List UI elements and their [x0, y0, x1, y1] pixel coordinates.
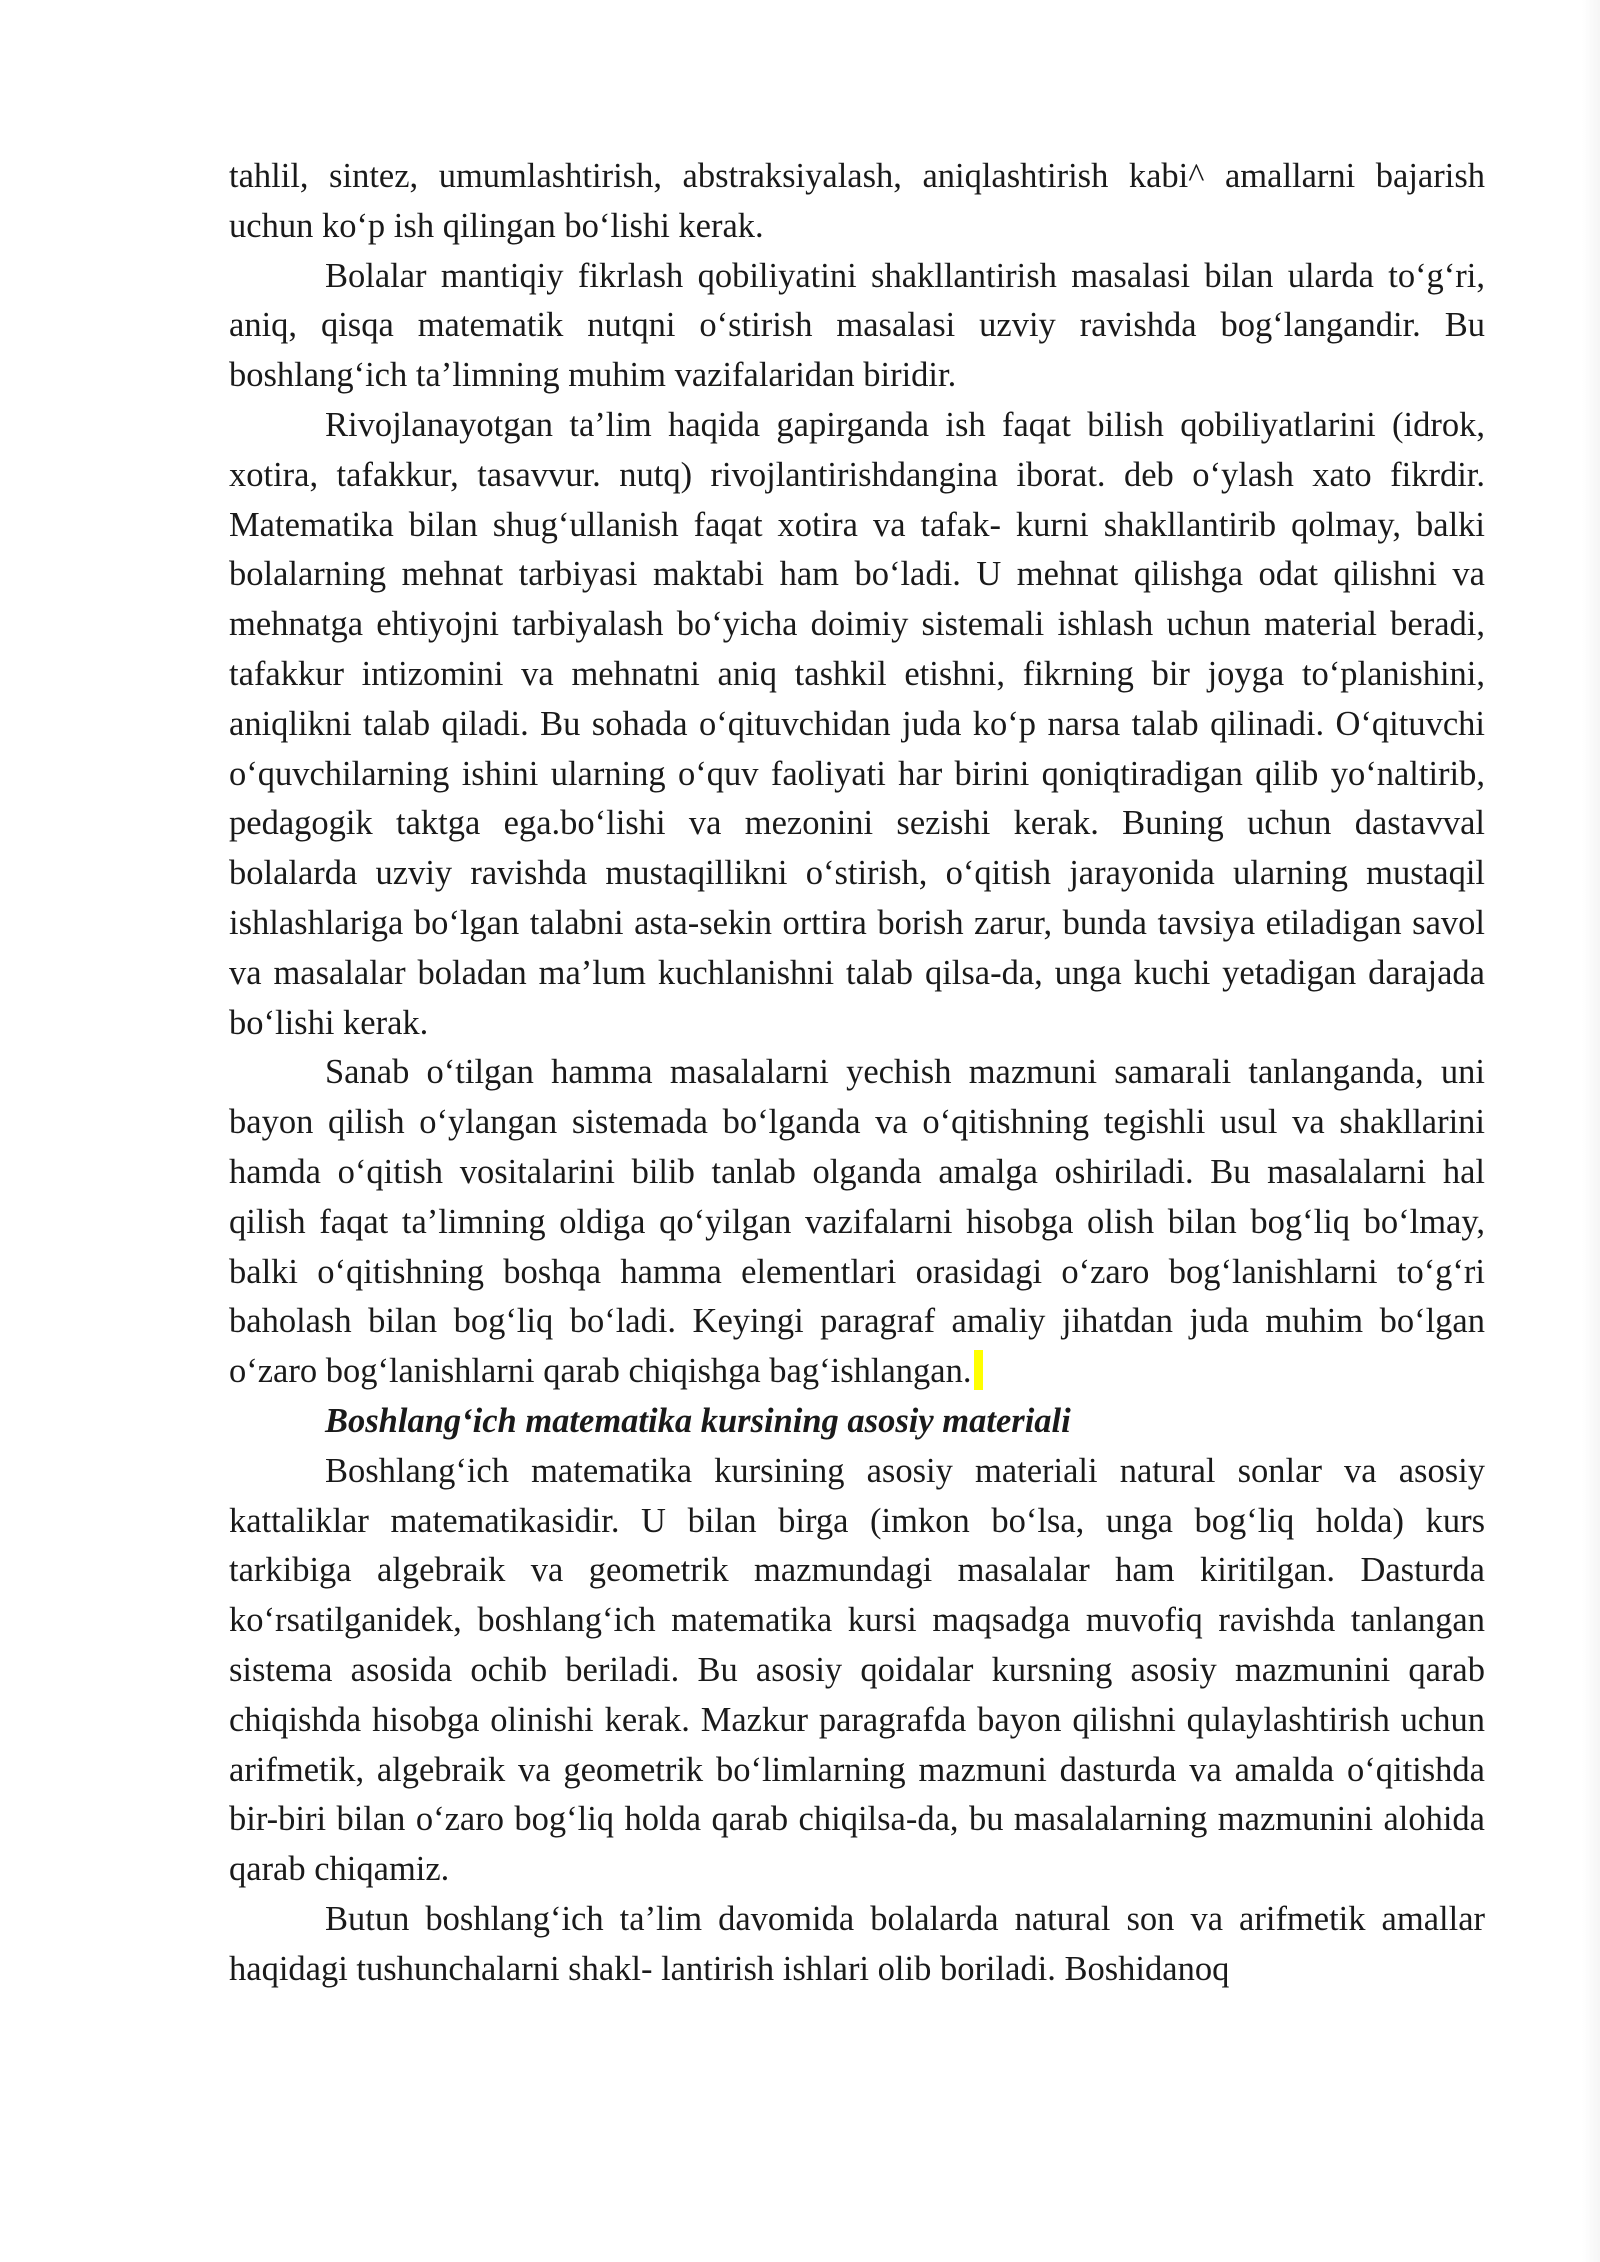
- text-highlight-mark: [974, 1350, 983, 1390]
- paragraph-sanab-otilgan-text: Sanab o‘tilgan hamma masalalarni yechish mazmuni samarali tanlanganda, uni bayon qilish o‘ylangan sistemada bo‘lganda va o‘qitishning tegishli usul va shakllarini hamda o‘qitish vositalarini bilib tanlab olganda amalga oshiriladi. Bu masalalarni hal qilish faqat ta’limning oldiga qo‘yilgan vazifalarni hisobga olish bilan bog‘liq bo‘lmay, balki o‘qitishning boshqa hamma elementlari orasidagi o‘zaro bog‘lanishlarni to‘g‘ri baholash bilan bog‘liq bo‘ladi. Keyingi paragraf amaliy jihatdan juda muhim bo‘lgan o‘zaro bog‘lanishlarni qarab chiqishga bag‘ishlangan.: [229, 1053, 1485, 1391]
- section-heading: Boshlang‘ich matematika kursining asosiy materiali: [325, 1401, 1071, 1440]
- paragraph-mantiqiy-fikrlash: Bolalar mantiqiy fikrlash qobiliyatini shakllantirish masalasi bilan ularda to‘g‘ri, aniq, qisqa matematik nutqni o‘stirish masalasi uzviy ravishda bog‘langandir. Bu boshlang‘ich ta’limning muhim vazifalaridan biridir.: [229, 256, 1485, 395]
- paragraph-rivojlanayotgan-talim: Rivojlanayotgan ta’lim haqida gapirganda ish faqat bilish qobiliyatlarini (idrok, xotira, tafakkur, tasavvur. nutq) rivojlantirishdangina iborat. deb o‘ylash xato fikrdir. Matematika bilan shug‘ullanish faqat xotira va tafak- kurni shakllantirib qolmay, balki bolalarning mehnat tarbiyasi maktabi ham bo‘ladi. U mehnat qilishga odat qilishni va mehnatga ehtiyojni tarbiyalash bo‘yicha doimiy sistemali ishlash uchun material beradi, tafakkur intizomini va mehnatni aniq tashkil etishni, fikrning bir joyga to‘planishini, aniqlikni talab qiladi. Bu sohada o‘qituvchidan juda ko‘p narsa talab qilinadi. O‘qituvchi o‘quvchilarning ishini ularning o‘quv faoliyati har birini qoniqtiradigan qilib yo‘naltirib, pedagogik taktga ega.bo‘lishi va mezonini sezishi kerak. Buning uchun dastavval bolalarda uzviy ravishda mustaqillikni o‘stirish, o‘qitish jarayonida ularning mustaqil ishlashlariga bo‘lgan talabni asta-sekin orttira borish zarur, bunda tavsiya etiladigan savol va masalalar boladan ma’lum kuchlanishni talab qilsa-da, unga kuchi yetadigan darajada bo‘lishi kerak.: [229, 405, 1485, 1042]
- paragraph-butun-boshlangich: Butun boshlang‘ich ta’lim davomida bolalarda natural son va arifmetik amallar haqidagi tushunchalarni shakl- lantirish ishlari olib boriladi. Boshidanoq: [229, 1899, 1485, 1988]
- paragraph-sanab-otilgan: [229, 1048, 1485, 1397]
- document-body: [229, 152, 1485, 1994]
- page-edge-shadow: [1582, 0, 1600, 2262]
- paragraph-continuation: tahlil, sintez, umumlashtirish, abstraksiyalash, aniqlashtirish kabi^ amallarni bajarish uchun ko‘p ish qilingan bo‘lishi kerak.: [229, 157, 1485, 245]
- paragraph-asosiy-material: Boshlang‘ich matematika kursining asosiy materiali natural sonlar va asosiy kattaliklar matematikasidir. U bilan birga (imkon bo‘lsa, unga bog‘liq holda) kurs tarkibiga algebraik va geometrik mazmundagi masalalar ham kiritilgan. Dasturda ko‘rsatilganidek, boshlang‘ich matematika kursi maqsadga muvofiq ravishda tanlangan sistema asosida ochib beriladi. Bu asosiy qoidalar kursning asosiy mazmunini qarab chiqishda hisobga olinishi kerak. Mazkur paragrafda bayon qilishni qulaylashtirish uchun arifmetik, algebraik va geometrik bo‘limlarning mazmuni dasturda va amalda o‘qitishda bir-biri bilan o‘zaro bog‘liq holda qarab chiqilsa-da, bu masalalarning mazmunini alohida qarab chiqamiz.: [229, 1451, 1485, 1889]
